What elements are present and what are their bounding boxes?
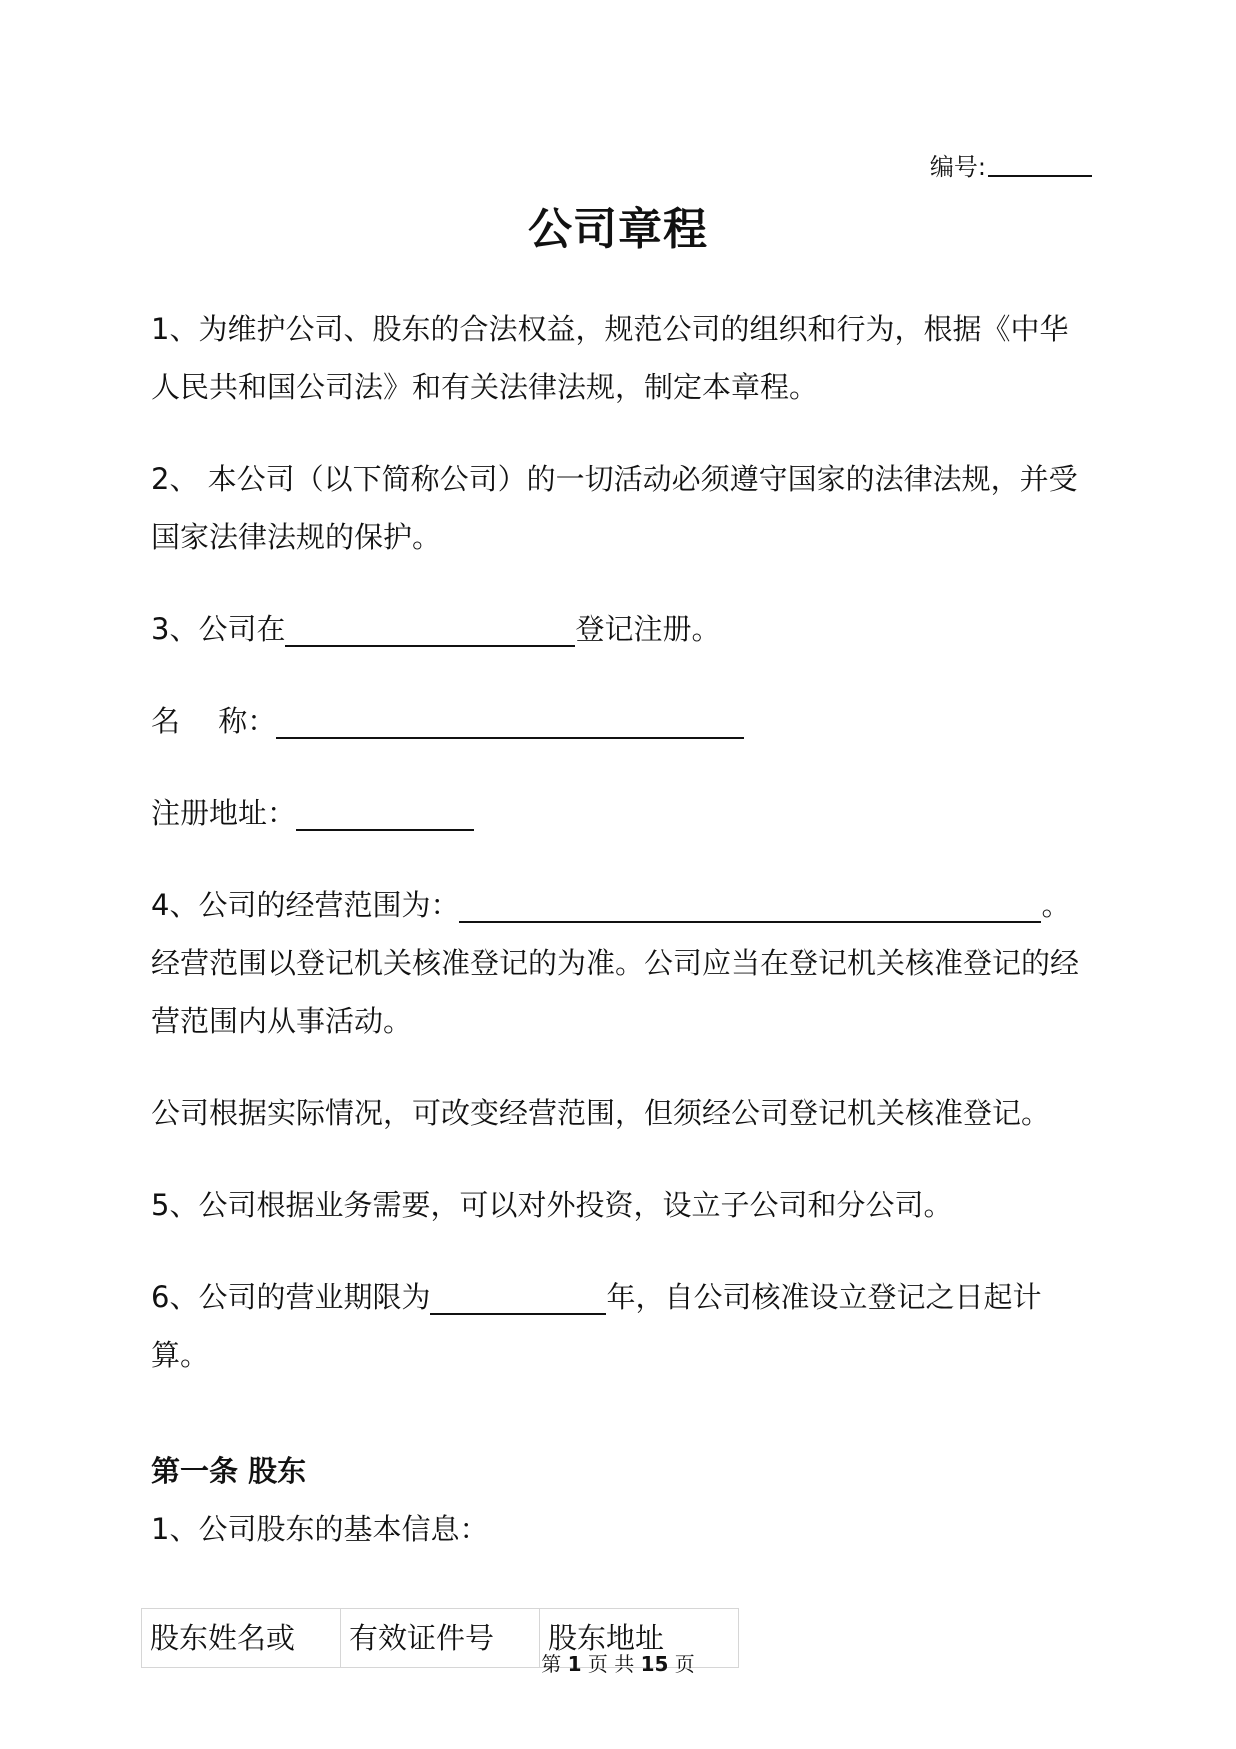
clause-4-suffix: 。 [1041,888,1071,922]
clause-6-prefix: 6、公司的营业期限为 [151,1280,431,1314]
article-1-item-1: 1、公司股东的基本信息： [151,1512,489,1546]
clause-1: 1、为维护公司、股东的合法权益，规范公司的组织和行为，根据《中华人民共和国公司法》和有关法律法规，制定本章程。 [151,312,1069,404]
footer-suffix: 页 [674,1652,695,1676]
business-term-blank [430,1277,606,1315]
clause-3-suffix: 登记注册。 [575,612,721,646]
address-label: 注册地址： [151,796,297,830]
clause-3-prefix: 3、公司在 [151,612,286,646]
clause-6 [151,1268,1091,1384]
clause-2: 2、 本公司（以下简称公司）的一切活动必须遵守国家的法律法规，并受国家法律法规的保护。 [151,462,1078,554]
clause-6-suffix: 年，自公司核准设立登记之日起计算。 [151,1280,1042,1372]
footer-page-number: 1 [567,1652,582,1676]
address-line [151,784,1091,842]
company-name-blank [276,701,744,739]
page-title: 公司章程 [528,204,708,255]
document-body [151,300,1091,1668]
document-number [930,150,1092,184]
company-name-label: 名 称： [151,704,277,738]
clause-4-continuation: 经营范围以登记机关核准登记的为准。公司应当在登记机关核准登记的经营范围内从事活动。 [151,946,1080,1038]
document-number-label: 编号: [929,153,986,181]
clause-3 [151,600,1091,658]
article-1-heading: 第一条 股东 [151,1454,307,1488]
company-name-line [151,692,1091,750]
footer-total-pages: 15 [640,1652,669,1676]
document-number-blank [988,151,1092,177]
registration-place-blank [285,609,575,647]
clause-4-prefix: 4、公司的经营范围为： [151,888,460,922]
address-blank [296,793,474,831]
table-header-cell: 股东地址 [540,1609,739,1668]
footer-prefix: 第 [541,1652,562,1676]
clause-4 [151,876,1091,934]
page-footer [0,1650,1236,1678]
table-header-cell: 有效证件号 [341,1609,540,1668]
business-scope-blank [459,885,1041,923]
table-header-cell: 股东姓名或 [142,1609,341,1668]
clause-4-change: 公司根据实际情况，可改变经营范围，但须经公司登记机关核准登记。 [151,1096,1051,1130]
clause-5: 5、公司根据业务需要，可以对外投资，设立子公司和分公司。 [151,1188,953,1222]
footer-middle: 页 共 [587,1652,635,1676]
